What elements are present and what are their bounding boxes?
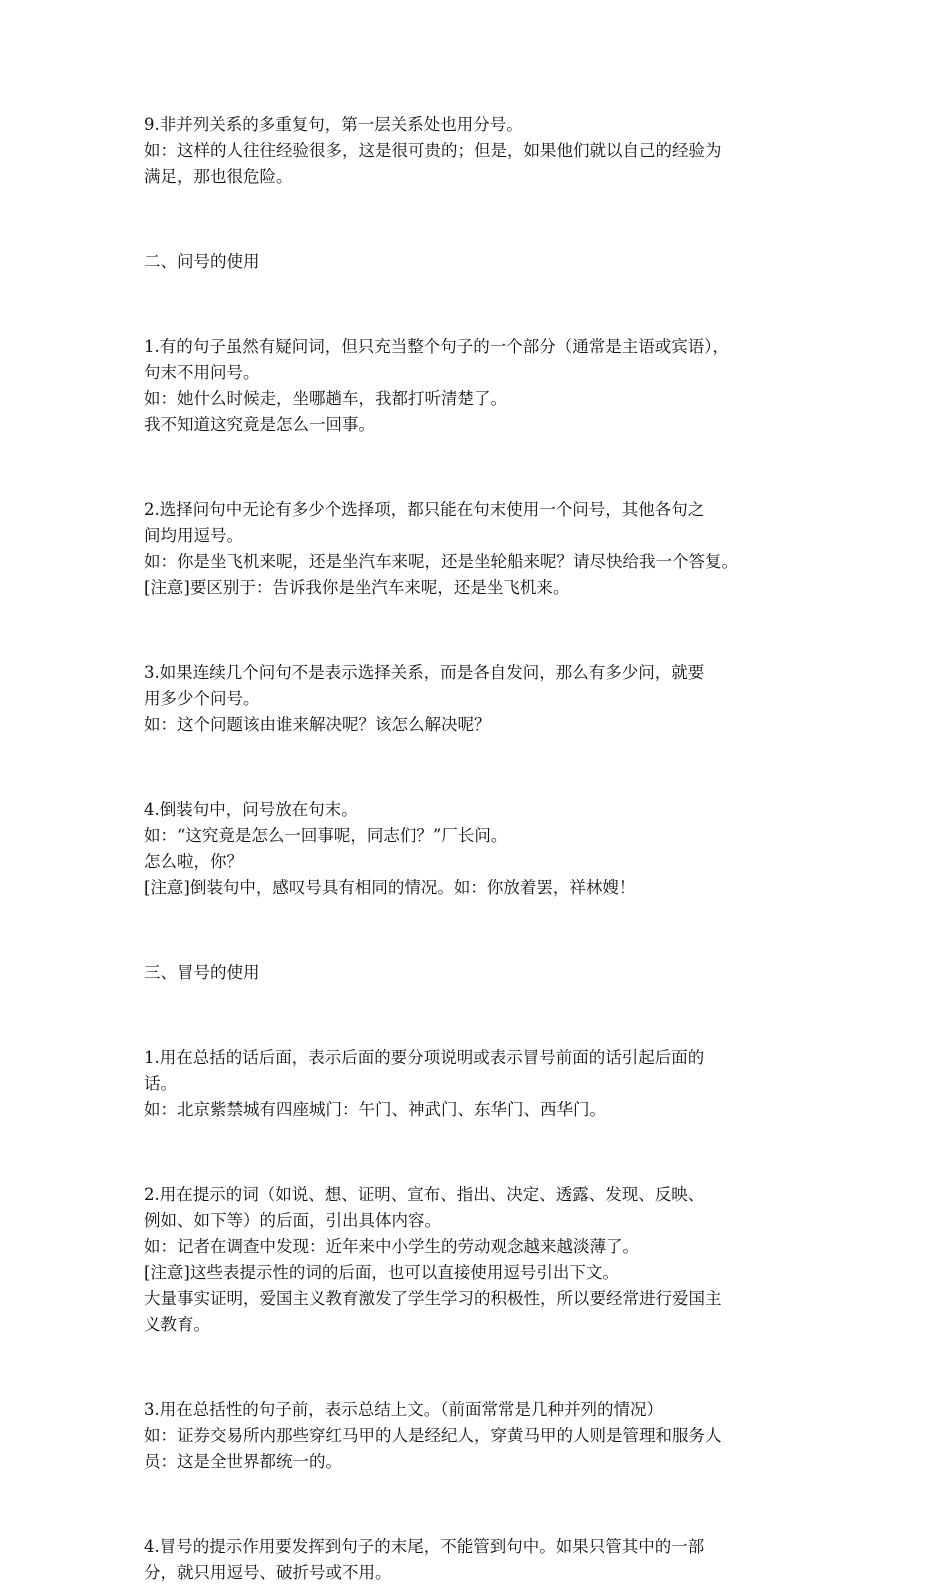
text-line: 1.用在总括的话后面，表示后面的要分项说明或表示冒号前面的话引起后面的 (144, 1048, 705, 1067)
text-line: 3.如果连续几个问句不是表示选择关系，而是各自发问，那么有多少问，就要 (144, 663, 705, 682)
blank-line (144, 207, 814, 233)
blank-line (144, 1003, 814, 1029)
blank-line (144, 292, 814, 318)
text-line: 义教育。 (144, 1315, 210, 1334)
document-page (144, 112, 814, 1586)
text-line: 句末不用问号。 (144, 363, 260, 382)
text-line: 如：你是坐飞机来呢，还是坐汽车来呢，还是坐轮船来呢？请尽快给我一个答复。 (144, 552, 738, 571)
blank-line (144, 918, 814, 944)
blank-line (144, 1492, 814, 1518)
text-line: [注意]这些表提示性的词的后面，也可以直接使用逗号引出下文。 (144, 1263, 619, 1282)
text-line: 话。 (144, 1074, 177, 1093)
text-line: 我不知道这究竟是怎么一回事。 (144, 415, 375, 434)
text-line: 二、问号的使用 (144, 252, 260, 271)
text-line: 用多少个问号。 (144, 689, 260, 708)
text-line: 三、冒号的使用 (144, 963, 260, 982)
text-line: 如：这样的人往往经验很多，这是很可贵的；但是，如果他们就以自己的经验为 (144, 141, 722, 160)
text-line: 1.有的句子虽然有疑问词，但只充当整个句子的一个部分（通常是主语或宾语）， (144, 337, 729, 356)
blank-line (144, 455, 814, 481)
text-line: 如：“这究竟是怎么一回事呢，同志们？”厂长问。 (144, 826, 508, 845)
text-line: 4.冒号的提示作用要发挥到句子的末尾，不能管到句中。如果只管其中的一部 (144, 1537, 705, 1556)
text-line: 2.选择问句中无论有多少个选择项，都只能在句末使用一个问号，其他各句之 (144, 500, 705, 519)
text-line: 例如、如下等）的后面，引出具体内容。 (144, 1211, 441, 1230)
text-line: 分，就只用逗号、破折号或不用。 (144, 1563, 392, 1582)
text-line: 如：她什么时候走，坐哪趟车，我都打听清楚了。 (144, 389, 507, 408)
text-line: 如：证券交易所内那些穿红马甲的人是经纪人，穿黄马甲的人则是管理和服务人 (144, 1426, 722, 1445)
text-line: 4.倒装句中，问号放在句末。 (144, 800, 358, 819)
text-line: 怎么啦，你？ (144, 852, 243, 871)
text-line: 满足，那也很危险。 (144, 167, 293, 186)
text-line: 间均用逗号。 (144, 526, 243, 545)
text-line: 9.非并列关系的多重复句，第一层关系处也用分号。 (144, 115, 523, 134)
text-line: 如：记者在调查中发现：近年来中小学生的劳动观念越来越淡薄了。 (144, 1237, 639, 1256)
blank-line (144, 618, 814, 644)
blank-line (144, 1355, 814, 1381)
blank-line (144, 755, 814, 781)
text-line: 大量事实证明，爱国主义教育激发了学生学习的积极性，所以要经常进行爱国主 (144, 1289, 722, 1308)
text-line: [注意]要区别于：告诉我你是坐汽车来呢，还是坐飞机来。 (144, 578, 570, 597)
text-line: 员：这是全世界都统一的。 (144, 1452, 342, 1471)
text-line: 如：北京紫禁城有四座城门：午门、神武门、东华门、西华门。 (144, 1100, 606, 1119)
text-line: 如：这个问题该由谁来解决呢？该怎么解决呢？ (144, 715, 491, 734)
text-line: [注意]倒装句中，感叹号具有相同的情况。如：你放着罢，祥林嫂！ (144, 878, 636, 897)
blank-line (144, 1140, 814, 1166)
text-line: 3.用在总括性的句子前，表示总结上文。（前面常常是几种并列的情况） (144, 1400, 663, 1419)
text-line: 2.用在提示的词（如说、想、证明、宣布、指出、决定、透露、发现、反映、 (144, 1185, 705, 1204)
